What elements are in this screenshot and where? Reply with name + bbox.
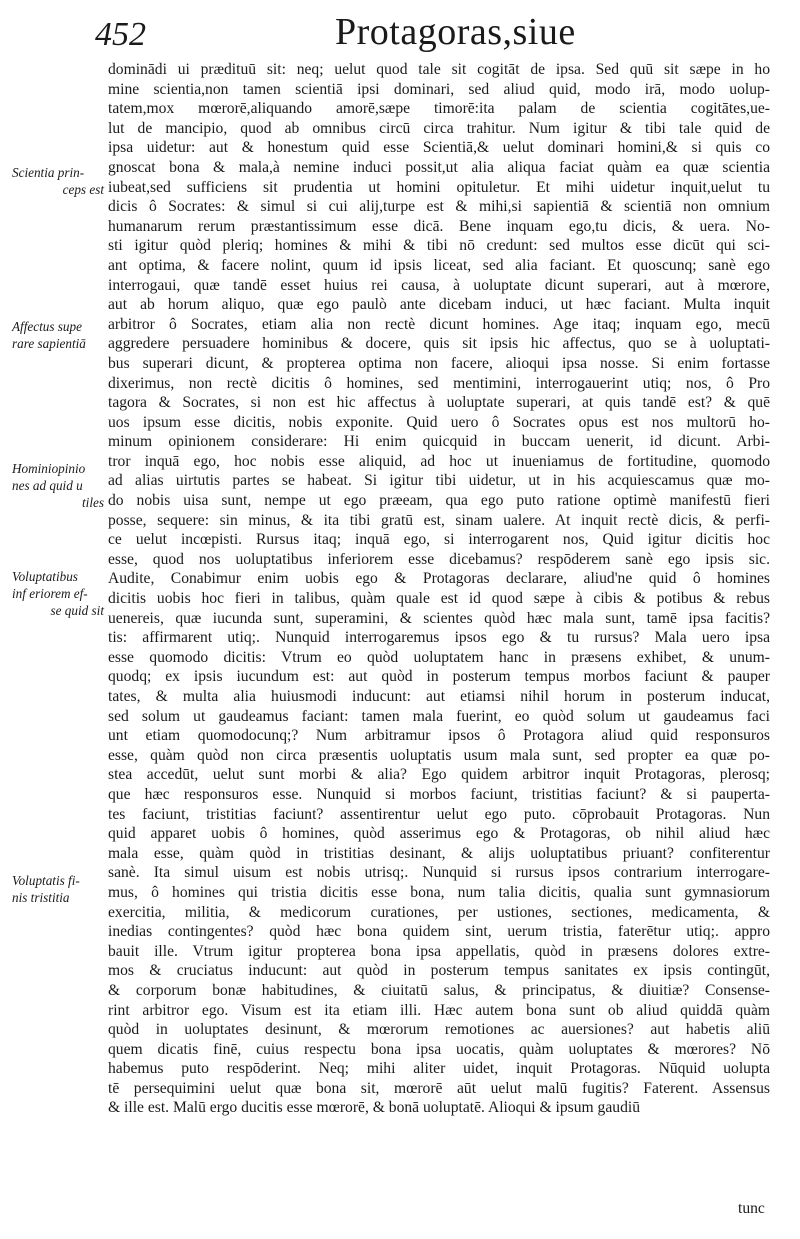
text-line: sed solum ut gaudeamus faciant: tamen mala fuerint, eo quòd solum ut gaudeamus faci	[108, 707, 770, 725]
text-line: mos & cruciatus inducunt: aut quòd in posterum tempus sanitates ex ipsis contingūt,	[108, 962, 770, 980]
margin-note-line: Scientia prin-	[12, 165, 85, 180]
text-line: ad alias uirtutis partes se habeat. Si igitur tibi uidetur, ut in his acquiescamus quæ mo-	[108, 472, 770, 490]
text-line: sti igitur quòd pleriq; homines & mihi & tibi nō credunt: sed multos esse dicūt qui sci-	[108, 237, 770, 255]
text-line: dixerimus, non rectè dicitis ô homines, sed mentimini, interrogauerint utiq; nos, ô Pro	[108, 374, 770, 392]
text-line: sanè. Ita simul uisum est nobis utrisq;. Nunquid si rursus ipsos contrarium interrogare-	[108, 864, 770, 882]
text-line: posse, sequere: sin minus, & ita tibi gratū est, sinam ualere. At inquit rectè dicis, & perfi-	[108, 511, 770, 529]
text-line: dicitis uobis hoc fieri in talibus, quàm quale est id quod sæpe à cibis & potibus & rebus	[108, 590, 770, 608]
running-head: Protagoras,siue	[335, 11, 576, 53]
text-line: & ille est. Malū ergo ducitis esse mœrorē, & bonā uoluptatē. Alioqui & ipsum gaudiū	[108, 1099, 640, 1117]
text-line: exercitia, militia, & medicorum curationes, per ustiones, sectiones, medicamenta, &	[108, 903, 770, 921]
text-line: quid apparet uobis ô homines, quòd asserimus ego & Protagoras, ob nihil aliud hæc	[108, 825, 770, 843]
margin-note-line: inf eriorem ef-	[12, 586, 88, 601]
text-line: bauit ille. Vtrum igitur propterea bona ipsa appellatis, quòd in præsens dolores extre-	[108, 942, 770, 960]
text-line: quodq; ex ipsis iucundum est: aut quòd in posterum tempus morbos faciunt & pauper	[108, 668, 770, 686]
margin-note-line: nis tristitia	[12, 890, 70, 905]
text-line: arbitror ô Socrates, etiam alia non rectè dicunt homines. Age itaq; inquam ego, mecū	[108, 315, 770, 333]
margin-note-line: Voluptatis fi-	[12, 873, 80, 888]
margin-note-line: se quid sit	[50, 603, 104, 618]
text-line: bus superari dicunt, & propterea optima non facere, alioqui ipsa nosse. Si enim fortasse	[108, 354, 770, 372]
text-line: minum opinionem considerare: Hi enim quicquid in buccam uenerit, id dicunt. Arbi-	[108, 433, 770, 451]
text-line: stea accedūt, uelut sunt morbi & alia? Ego quidem arbitror inquit Protagoras, plerosq;	[108, 766, 770, 784]
text-line: esse quomodo dicitis: Vtrum eo quòd uoluptatem hanc in præsens exhibet, & unum-	[108, 648, 770, 666]
text-line: ant optima, & facere nolint, quum id ipsis liceat, sed alia faciant. Et quoscunq; sanè ego	[108, 256, 770, 274]
margin-note-line: ceps est	[62, 182, 104, 197]
margin-note	[12, 568, 104, 619]
text-line: & corporum bonæ habitudines, & ciuitatū salus, & principatus, & diuitiæ? Consense-	[108, 981, 770, 999]
text-line: esse, quàm quòd non circa præsentis uoluptatis usum mala sunt, sed propter ea quæ po-	[108, 746, 770, 764]
margin-note-line: Voluptatibus	[12, 569, 78, 584]
text-line: do nobis uisa sunt, nempe ut ego præeam, qua ego puto ratione optimè manifestū fieri	[108, 492, 770, 510]
margin-note	[12, 318, 104, 352]
catchword: tunc	[738, 1200, 765, 1217]
margin-note-line: rare sapientiā	[12, 336, 86, 351]
text-line: inedias contingentes? quòd hæc bona quidem sint, uerum tristia, faterētur utiq;. appro	[108, 923, 770, 941]
text-line: mine scientia,non tamen scientiā ipsi dominari, sed aliud quid, modo irā, modo uolup-	[108, 80, 770, 98]
text-line: aggredere persuadere hominibus & docere, quis sit ipsis hic affectus, quo se à uoluptati-	[108, 335, 770, 353]
body-text	[108, 60, 770, 1118]
text-line: lut de mancipio, quod ab omnibus circū circa trahitur. Num igitur & tibi tale quid de	[108, 119, 770, 137]
margin-note-line: nes ad quid u	[12, 478, 83, 493]
margin-note	[12, 872, 104, 906]
margin-note-line: tiles	[82, 495, 104, 510]
text-line: tror inquā ego, hoc nobis esse aliquid, ad hoc ut inueniamus de fortitudine, quomodo	[108, 452, 770, 470]
text-line: tes faciunt, tristitias faciunt? assentirentur uelut ego puto. cōprobauit Protagoras. Nun	[108, 805, 770, 823]
text-line: mus, ô homines qui tristia dicitis esse bona, num talia dicitis, qualia sunt gymnasiorum	[108, 883, 770, 901]
text-line: uos ipsum esse dicitis, nobis exponite. Quid uero ô Socrates opus est nos multorū ho-	[108, 413, 770, 431]
text-line: interrogaui, quæ tandē esset huius rei causa, à uoluptate dicunt superari, aut à mœrore,	[108, 276, 770, 294]
text-line: tates, & multa alia huiusmodi inducunt: aut etiamsi nihil horum in posterum inducat,	[108, 688, 770, 705]
text-line: tē persequimini uelut quæ bona sit, mœrorē aūt uelut malū fugitis? Faterent. Assensus	[108, 1079, 770, 1097]
text-line: tagora & Socrates, si non est hic affectus à uoluptate superari, at quis tandē est? & quē	[108, 394, 770, 412]
page-number: 452	[95, 16, 146, 53]
text-line: dominādi ui prædituū sit: neq; uelut quod tale sit cogitāt de ipsa. Sed quū sit sæpe in ho	[108, 61, 770, 78]
text-line: uenereis, quæ iucunda sunt, superamini, & scientes quòd hæc mala sunt, tamē ipsa facitis?	[108, 609, 770, 627]
text-line: esse, quod nos uoluptatibus inferiorem esse dicebamus? respōderem sanè ego ipsis sic.	[108, 550, 770, 568]
text-line: rint arbitror ego. Visum est ita etiam illi. Hæc autem bona sunt ob aliud quiddā quàm	[108, 1001, 770, 1019]
margin-note-line: Hominiopinio	[12, 461, 86, 476]
text-line: Audite, Conabimur enim uobis ego & Protagoras declarare, aliud'ne quid ô homines	[108, 570, 770, 588]
margin-note	[12, 164, 104, 198]
text-line: ce uelut incœpisti. Rursus itaq; inquā ego, si interrogarent nos, Quid igitur dicitis hoc	[108, 531, 770, 549]
text-line: tatem,mox mœrorē,aliquando amorē,sæpe timorē:ita palam de scientia cogitātes,ue-	[108, 100, 770, 118]
text-line: mala esse, quàm quòd in tristitias desinant, & alijs uoluptatibus priuant? confiterentur	[108, 844, 770, 862]
text-line: humanarum rerum præstantissimum esse dicā. Bene inquam ego,tu dicis, & uera. No-	[108, 217, 770, 235]
text-line: dicis ô Socrates: & simul si cui alij,turpe est & mihi,si sapientiā & scientiā non omnium	[108, 198, 770, 216]
text-line: aut ab horum aliquo, quæ ego paulò ante dicebam induci, ut hæc faciant. Multa inquit	[108, 296, 770, 314]
text-line: quem dicatis finē, cuius respectu bona ipsa uocatis, quàm uoluptates & mœrores? Nō	[108, 1040, 770, 1058]
text-line: que hæc responsuros esse. Nunquid si morbos faciunt, tristitias faciunt? & si pauperta-	[108, 785, 770, 803]
text-line: habemus puto respōderint. Neq; mihi aliter uidet, inquit Protagoras. Nūquid uolupta	[108, 1060, 770, 1078]
text-line: gnoscat bona & mala,à nemine induci possit,ut alia aliqua faciat quàm ea quæ scientia	[108, 158, 770, 176]
text-line: unt etiam quomodocunq;? Num arbitramur ipsos ô Protagora aliud quid responsuros	[108, 727, 770, 745]
text-line: tis: affirmarent utiq;. Nunquid interrogaremus ipsos ego & tu rursus? Mala uero ipsa	[108, 629, 770, 647]
text-line: iubeat,sed sufficiens sit prudentia ut homini opituletur. Et mihi uidetur inquit,uelut tu	[108, 178, 770, 196]
text-line: quòd in uoluptates desinunt, & mœrorum remotiones ac auersiones? aut habetis aliū	[108, 1021, 770, 1039]
margin-note	[12, 460, 104, 511]
margin-note-line: Affectus supe	[12, 319, 82, 334]
text-line: ipsa uidetur: aut & honestum quid esse Scientiā,& uelut dominari homini,& si quis co	[108, 139, 770, 157]
